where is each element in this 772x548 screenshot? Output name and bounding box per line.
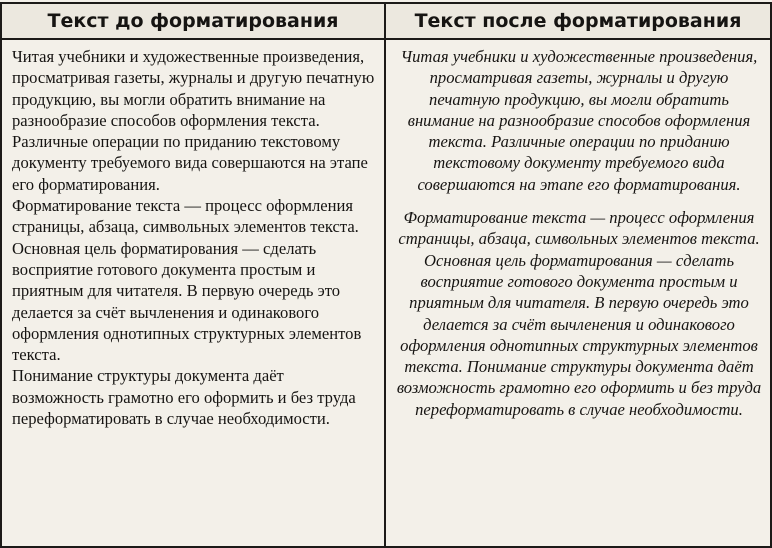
before-paragraph-3: Понимание структуры документа даёт возможность грамотно его оформить и без труда переформатировать в случае необходимости.	[12, 366, 356, 429]
before-cell	[1, 39, 385, 547]
header-row	[1, 3, 771, 39]
header-after: Текст после форматирования	[385, 3, 771, 39]
after-paragraph-2: Форматирование текста — процесс оформления страницы, абзаца, символьных элементов текста. Основная цель форматирования — сделать восприятие готового документа простым и приятным для читателя. В первую очередь это делается за счёт вычленения и одинакового оформления однотипных структурных элементов текста. Понимание структуры документа даёт возможность грамотно его оформить и без труда переформатировать в случае необходимости.	[396, 208, 762, 419]
comparison-table	[0, 2, 772, 548]
after-paragraph-1: Читая учебники и художественные произведения, просматривая газеты, журналы и другую печатную продукцию, вы могли обратить внимание на разнообразие способов оформления текста. Различные операции по приданию текстовому документу требуемого вида совершаются на этапе его форматирования.	[400, 47, 758, 194]
before-paragraph-1: Читая учебники и художественные произведения, просматривая газеты, журналы и другую печатную продукцию, вы могли обратить внимание на разнообразие способов оформления текста. Различные операции по приданию текстовому документу требуемого вида совершаются на этапе его форматирования.	[12, 47, 375, 194]
after-cell	[385, 39, 771, 547]
content-row	[1, 39, 771, 547]
header-before: Текст до форматирования	[1, 3, 385, 39]
before-paragraph-2: Форматирование текста — процесс оформления страницы, абзаца, символьных элементов текста. Основная цель форматирования — сделать восприятие готового документа простым и приятным для читателя. В первую очередь это делается за счёт вычленения и одинакового оформления однотипных структурных элементов текста.	[12, 196, 362, 365]
